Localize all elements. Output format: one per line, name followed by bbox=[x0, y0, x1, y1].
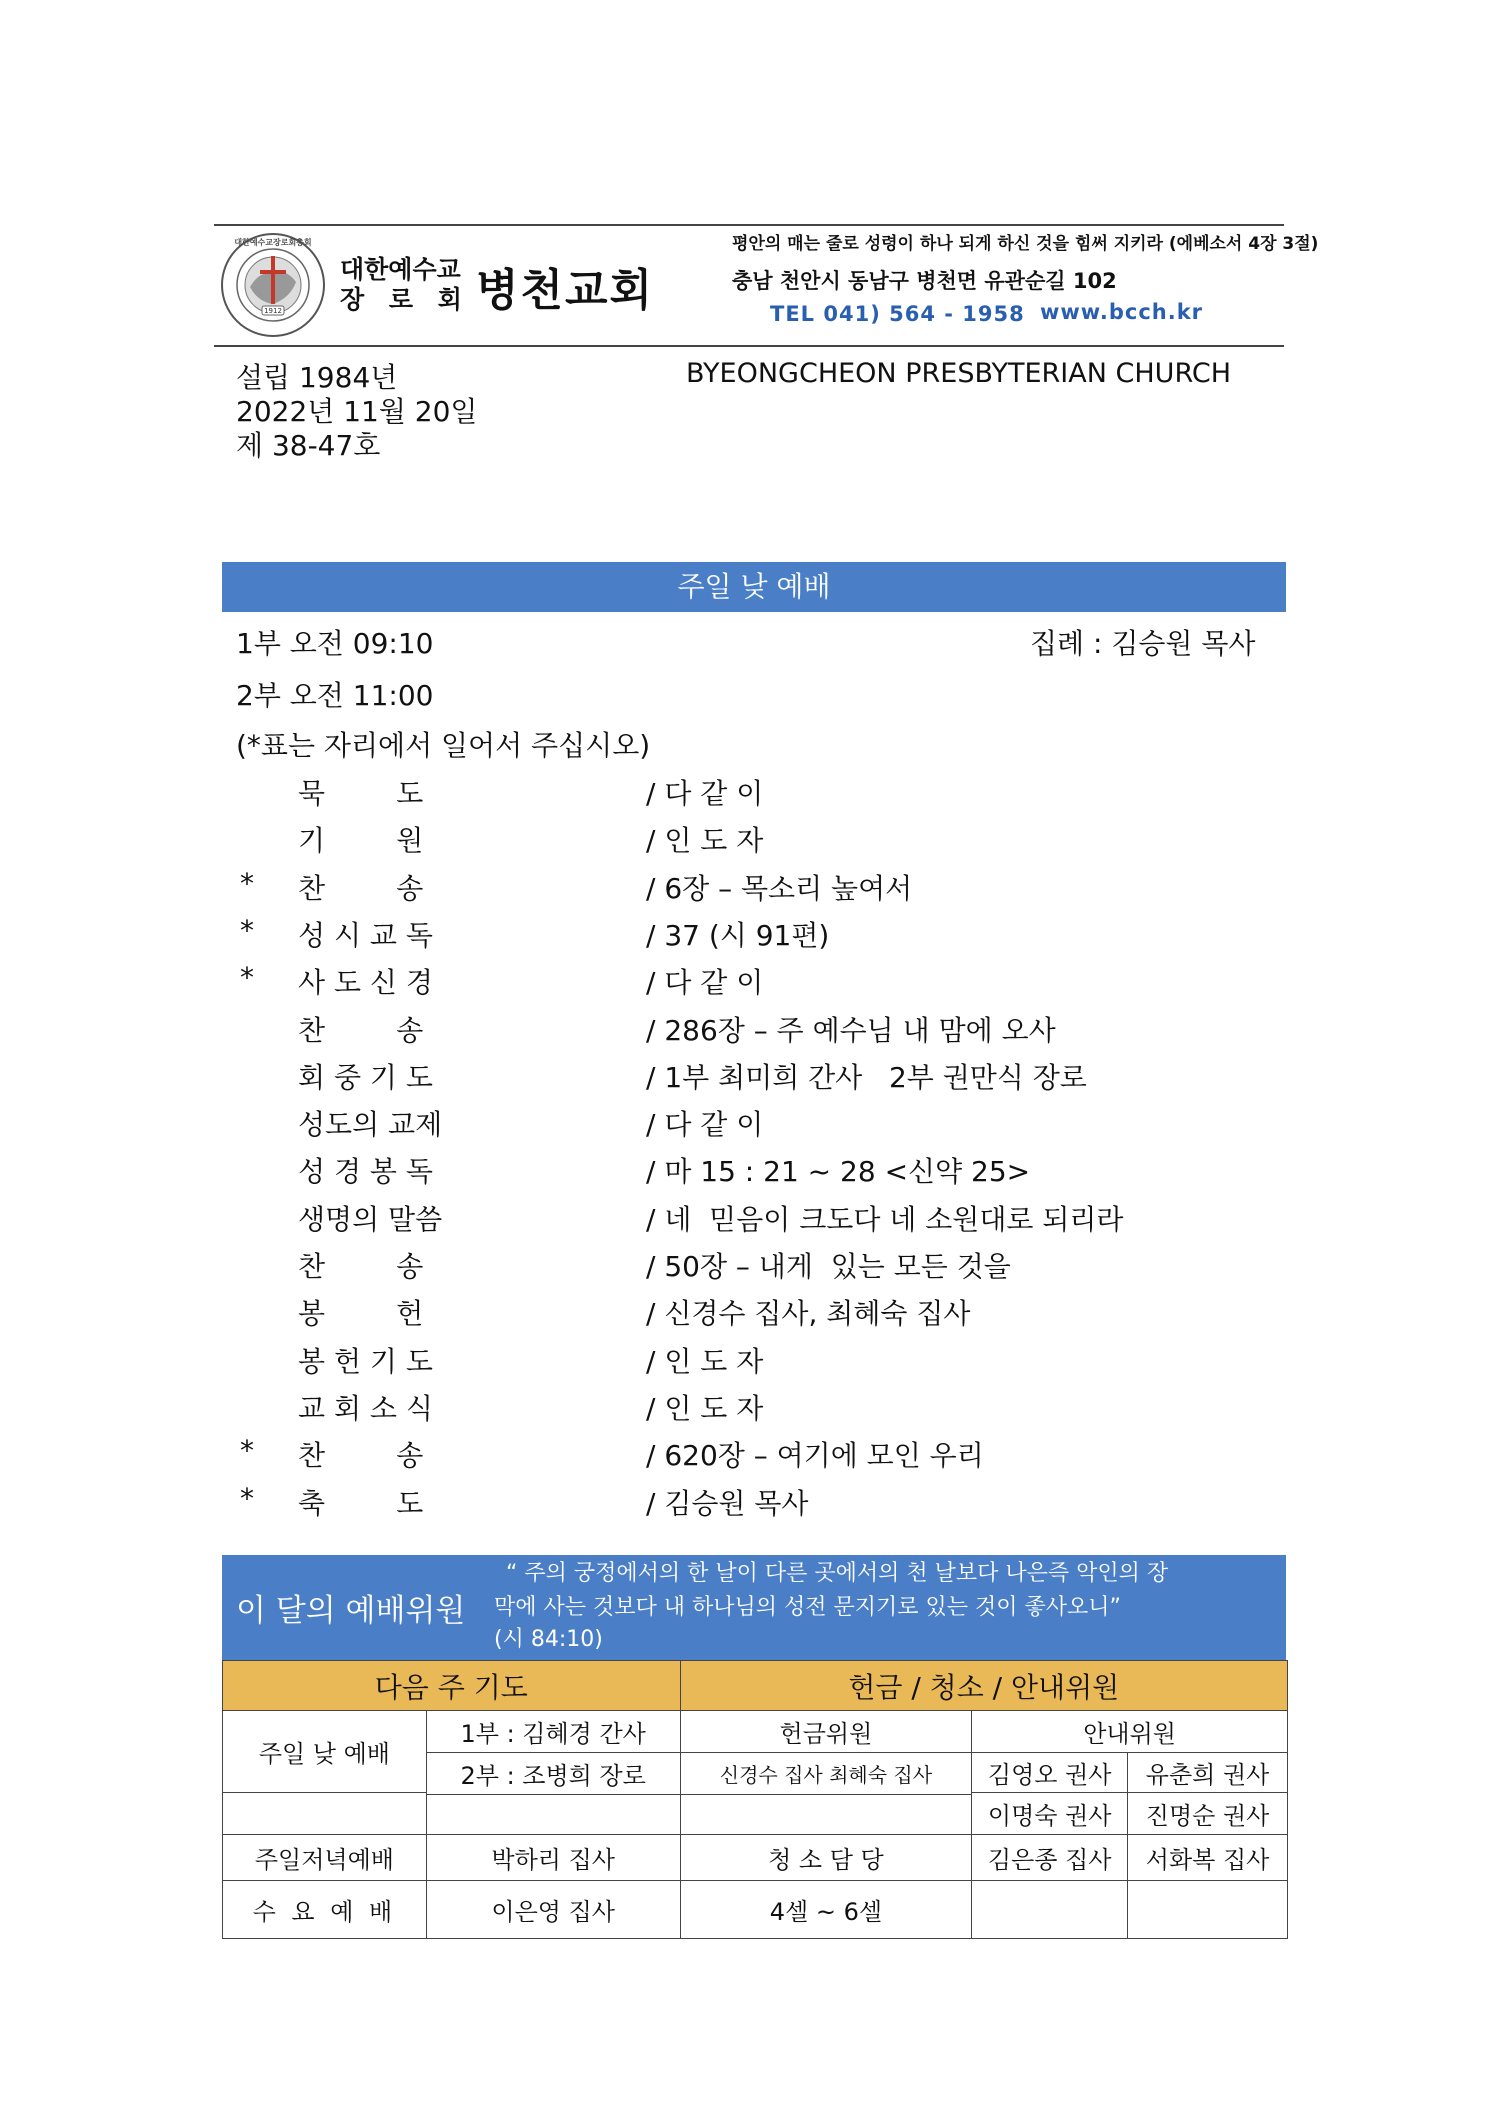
cleaning-header: 청 소 담 당 bbox=[680, 1835, 972, 1881]
standing-marker: * bbox=[240, 913, 254, 947]
order-row bbox=[0, 768, 1488, 815]
usher-name: 김은종 집사 bbox=[972, 1835, 1128, 1881]
next-week-prayer-header: 다음 주 기도 bbox=[223, 1661, 681, 1711]
prayer-second-service: 2부 : 조병희 장로 bbox=[426, 1753, 680, 1795]
header-top-rule bbox=[214, 224, 1284, 226]
church-address: 충남 천안시 동남구 병천면 유관순길 102 bbox=[732, 269, 1117, 293]
order-detail: / 김승원 목사 bbox=[646, 1486, 809, 1520]
order-item: 성도의 교제 bbox=[298, 1108, 443, 1142]
service-title: 주일 낮 예배 bbox=[677, 570, 831, 603]
order-item: 봉 헌 기 도 bbox=[298, 1344, 433, 1378]
order-row bbox=[0, 1288, 1488, 1335]
order-item: 찬 송 bbox=[298, 1439, 424, 1473]
order-item: 찬 송 bbox=[298, 1013, 424, 1047]
verse-line1: “ 주의 궁정에서의 한 날이 다른 곳에서의 천 날보다 나은즉 악인의 장 bbox=[506, 1561, 1169, 1586]
order-item: 사 도 신 경 bbox=[298, 966, 433, 1000]
church-seal-logo bbox=[220, 232, 326, 338]
first-service-time: 1부 오전 09:10 bbox=[236, 627, 434, 660]
order-detail: / 인 도 자 bbox=[646, 1344, 764, 1378]
empty-cell bbox=[972, 1881, 1128, 1939]
svg-text:1912: 1912 bbox=[264, 307, 282, 315]
order-detail: / 인 도 자 bbox=[646, 824, 764, 858]
second-service-time: 2부 오전 11:00 bbox=[236, 679, 434, 712]
order-detail: / 다 같 이 bbox=[646, 1108, 764, 1142]
verse-line2: 막에 사는 것보다 내 하나님의 성전 문지기로 있는 것이 좋사오니” bbox=[494, 1595, 1121, 1620]
usher-name: 서화복 집사 bbox=[1128, 1835, 1288, 1881]
order-row bbox=[0, 1430, 1488, 1477]
committee-verse bbox=[494, 1557, 1168, 1655]
standing-note: (*표는 자리에서 일어서 주십시오) bbox=[236, 729, 651, 762]
founded-year: 설립 1984년 bbox=[236, 361, 398, 394]
wednesday-service-label: 수 요 예 배 bbox=[223, 1881, 427, 1939]
order-row bbox=[0, 1194, 1488, 1241]
order-row bbox=[0, 863, 1488, 910]
committee-table bbox=[222, 1660, 1288, 1939]
usher-name: 김영오 권사 bbox=[972, 1753, 1128, 1793]
church-english-name: BYEONGCHEON PRESBYTERIAN CHURCH bbox=[686, 358, 1232, 389]
order-row bbox=[0, 1383, 1488, 1430]
order-row bbox=[0, 910, 1488, 957]
order-item: 성 시 교 독 bbox=[298, 918, 433, 952]
church-phone: TEL 041) 564 - 1958 bbox=[770, 302, 1025, 326]
order-row bbox=[0, 1478, 1488, 1525]
order-detail: / 620장 – 여기에 모인 우리 bbox=[646, 1439, 984, 1473]
order-detail: / 37 (시 91편) bbox=[646, 918, 830, 952]
svg-text:대한예수교장로회총회: 대한예수교장로회총회 bbox=[234, 238, 312, 247]
order-row bbox=[0, 1146, 1488, 1193]
service-title-bar bbox=[222, 562, 1286, 612]
order-row bbox=[0, 1005, 1488, 1052]
order-item: 봉 헌 bbox=[298, 1297, 424, 1331]
usher-name: 유춘희 권사 bbox=[1128, 1753, 1288, 1793]
header-bottom-rule bbox=[214, 345, 1284, 347]
cleaning-cells: 4셀 ~ 6셀 bbox=[680, 1881, 972, 1939]
issue-number: 제 38-47호 bbox=[236, 429, 381, 462]
order-detail: / 인 도 자 bbox=[646, 1391, 764, 1425]
order-detail: / 50장 – 내게 있는 모든 것을 bbox=[646, 1250, 1011, 1283]
denomination-line2: 장 로 회 bbox=[340, 285, 470, 314]
order-item: 찬 송 bbox=[298, 1250, 424, 1283]
order-item: 생명의 말씀 bbox=[298, 1202, 443, 1236]
verse-reference: (시 84:10) bbox=[494, 1627, 603, 1652]
offering-committee-header: 헌금위원 bbox=[680, 1711, 972, 1753]
sunday-evening-label: 주일저녁예배 bbox=[223, 1835, 427, 1881]
order-row bbox=[0, 815, 1488, 862]
order-detail: / 네 믿음이 크도다 네 소원대로 되리라 bbox=[646, 1202, 1124, 1236]
duty-header: 헌금 / 청소 / 안내위원 bbox=[680, 1661, 1287, 1711]
church-website-link[interactable]: www.bcch.kr bbox=[1040, 300, 1204, 324]
committee-title: 이 달의 예배위원 bbox=[236, 1593, 466, 1629]
order-item: 성 경 봉 독 bbox=[298, 1155, 433, 1189]
order-detail: / 1부 최미희 간사 2부 권만식 장로 bbox=[646, 1060, 1087, 1094]
order-row bbox=[0, 1336, 1488, 1383]
sunday-day-spacer bbox=[426, 1795, 680, 1835]
order-detail: / 286장 – 주 예수님 내 맘에 오사 bbox=[646, 1013, 1056, 1047]
empty-cell bbox=[1128, 1881, 1288, 1939]
order-item: 회 중 기 도 bbox=[298, 1060, 433, 1094]
offering-committee-names: 신경수 집사 최혜숙 집사 bbox=[680, 1753, 972, 1795]
motto-verse: 평안의 매는 줄로 성령이 하나 되게 하신 것을 힘써 지키라 (에베소서 4장 3절) bbox=[732, 234, 1319, 254]
order-detail: / 다 같 이 bbox=[646, 966, 764, 1000]
order-row bbox=[0, 1241, 1488, 1288]
order-row bbox=[0, 1099, 1488, 1146]
usher-name: 진명순 권사 bbox=[1128, 1793, 1288, 1835]
denomination-name bbox=[340, 255, 470, 315]
presider: 집례 : 김승원 목사 bbox=[1030, 627, 1256, 660]
order-item: 축 도 bbox=[298, 1486, 424, 1520]
wednesday-prayer-name: 이은영 집사 bbox=[426, 1881, 680, 1939]
standing-marker: * bbox=[240, 1481, 254, 1515]
prayer-first-service: 1부 : 김혜경 간사 bbox=[426, 1711, 680, 1753]
denomination-line1: 대한예수교 bbox=[340, 255, 461, 284]
order-detail: / 신경수 집사, 최혜숙 집사 bbox=[646, 1297, 971, 1331]
church-name: 병천교회 bbox=[476, 265, 655, 316]
order-item: 묵 도 bbox=[298, 777, 424, 810]
order-row bbox=[0, 957, 1488, 1004]
standing-marker: * bbox=[240, 866, 254, 900]
order-detail: / 다 같 이 bbox=[646, 777, 764, 810]
order-row bbox=[0, 1052, 1488, 1099]
committee-title-bar bbox=[222, 1555, 1286, 1660]
standing-marker: * bbox=[240, 1434, 254, 1468]
order-item: 찬 송 bbox=[298, 871, 424, 905]
order-item: 교 회 소 식 bbox=[298, 1391, 433, 1425]
sunday-day-service-label: 주일 낮 예배 bbox=[223, 1711, 427, 1793]
order-detail: / 마 15 : 21 ~ 28 <신약 25> bbox=[646, 1155, 1031, 1189]
order-item: 기 원 bbox=[298, 824, 424, 858]
bulletin-date: 2022년 11월 20일 bbox=[236, 395, 478, 428]
evening-prayer-name: 박하리 집사 bbox=[426, 1835, 680, 1881]
standing-marker: * bbox=[240, 961, 254, 995]
usher-cell-spacer bbox=[223, 1793, 427, 1835]
order-detail: / 6장 – 목소리 높여서 bbox=[646, 871, 913, 905]
usher-name: 이명숙 권사 bbox=[972, 1793, 1128, 1835]
usher-committee-header: 안내위원 bbox=[972, 1711, 1288, 1753]
